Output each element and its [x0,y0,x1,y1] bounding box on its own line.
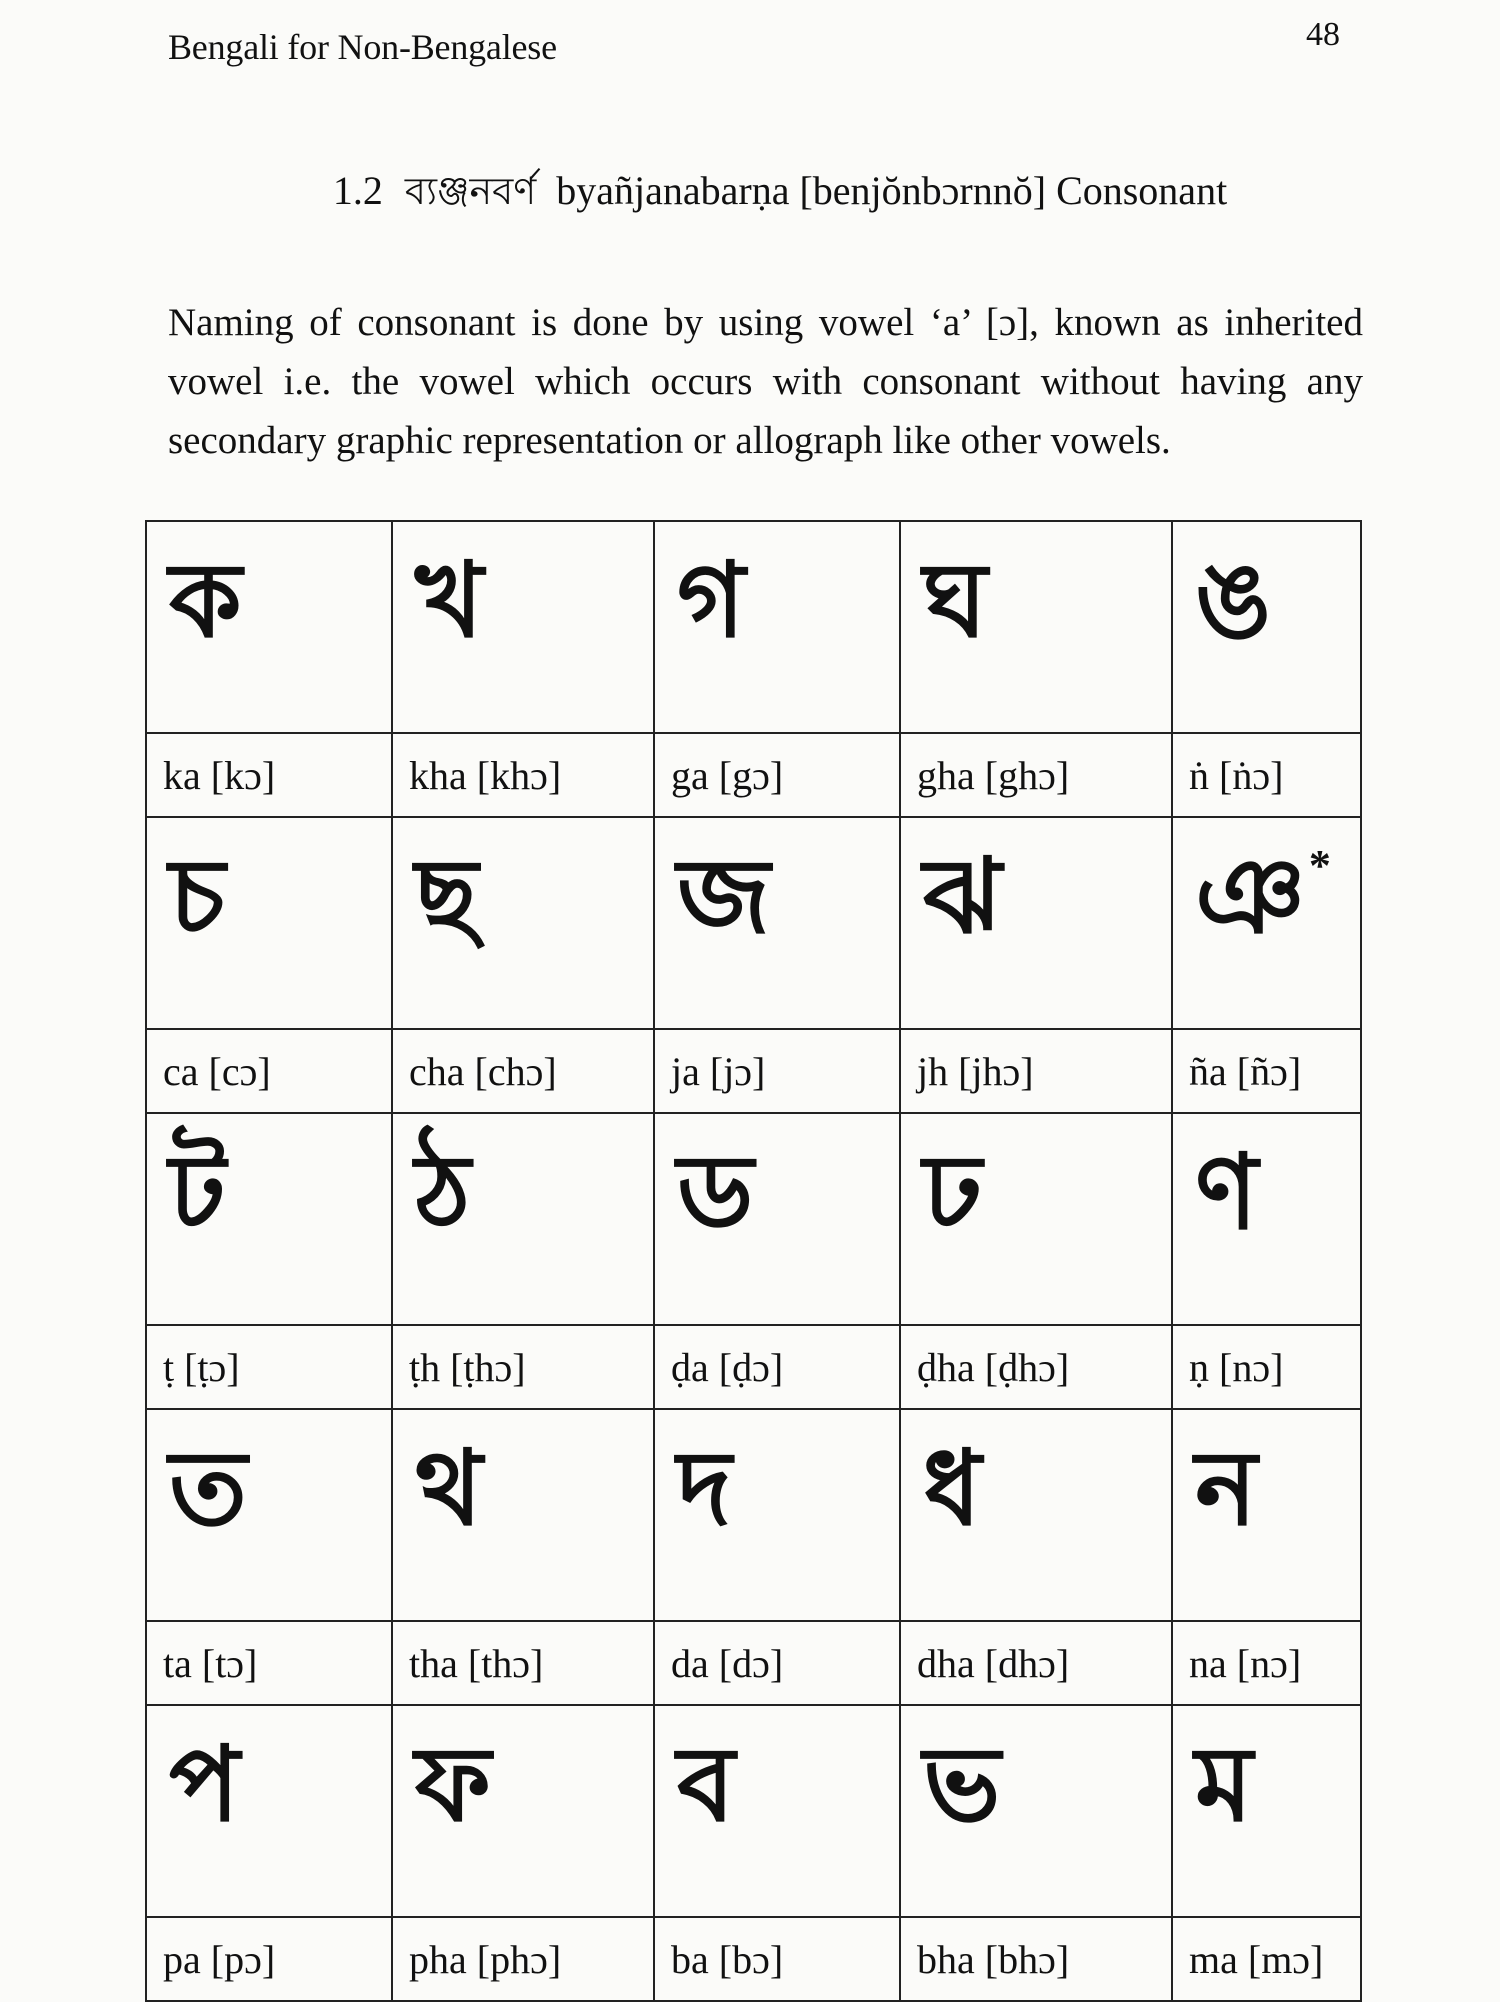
consonant-glyph: ক [169,539,242,661]
letter-cell [1172,521,1361,733]
label-row [146,1917,1361,2001]
label-row [146,733,1361,817]
transliteration-label: pha [phɔ] [392,1917,654,2001]
transliteration-label: tha [thɔ] [392,1621,654,1705]
consonant-glyph-text: ঞ [1195,835,1305,957]
letter-cell [1172,1409,1361,1621]
letter-cell [392,1113,654,1325]
transliteration-label: ja [jɔ] [654,1029,900,1113]
section-bengali-term: ব্যঞ্জনবর্ণ [404,169,537,213]
letter-cell [392,817,654,1029]
consonant-glyph [1173,818,1360,957]
intro-paragraph: Naming of consonant is done by using vowel ‘a’ [ɔ], known as inherited vowel i.e. the vowel which occurs with consonant without having any secondary graphic representation or allograph like other vowels. [168,301,1363,462]
transliteration-label: cha [chɔ] [392,1029,654,1113]
letter-cell [654,1113,900,1325]
consonant-table [145,520,1362,2002]
consonant-glyph: প [169,1723,240,1845]
consonant-glyph: ণ [1195,1131,1258,1253]
label-row [146,1325,1361,1409]
consonant-glyph: থ [415,1427,483,1549]
letter-cell [392,521,654,733]
transliteration-label: na [nɔ] [1172,1621,1361,1705]
consonant-glyph: ফ [415,1723,492,1845]
transliteration-label: ca [cɔ] [146,1029,392,1113]
letter-cell [392,1409,654,1621]
transliteration-label: kha [khɔ] [392,733,654,817]
footnote-asterisk: * [1308,841,1331,890]
letter-cell [1172,817,1361,1029]
transliteration-label: ṭ [ṭɔ] [146,1325,392,1409]
label-row [146,1029,1361,1113]
letter-cell [392,1705,654,1917]
letter-cell [900,1705,1172,1917]
transliteration-label: da [dɔ] [654,1621,900,1705]
transliteration-label: ṇ [nɔ] [1172,1325,1361,1409]
consonant-glyph: ঠ [415,1131,471,1253]
transliteration-label: dha [dhɔ] [900,1621,1172,1705]
consonant-glyph: ঝ [923,835,1002,957]
transliteration-label: ṭh [ṭhɔ] [392,1325,654,1409]
transliteration-label: ba [bɔ] [654,1917,900,2001]
transliteration-label: ña [ñɔ] [1172,1029,1361,1113]
transliteration-label: ka [kɔ] [146,733,392,817]
section-heading [0,162,1500,226]
transliteration-label: jh [jhɔ] [900,1029,1172,1113]
letter-cell [654,1409,900,1621]
letter-cell [654,521,900,733]
consonant-glyph: ট [169,1131,226,1253]
transliteration-label: gha [ghɔ] [900,733,1172,817]
label-row [146,1621,1361,1705]
consonant-glyph: ঙ [1195,539,1272,661]
consonant-glyph: ড [677,1131,754,1253]
consonant-glyph: ভ [923,1723,1001,1845]
letter-cell [900,1409,1172,1621]
letter-cell [1172,1705,1361,1917]
consonant-glyph: খ [415,539,484,661]
letter-cell [1172,1113,1361,1325]
letter-cell [654,817,900,1029]
letter-cell [146,1409,392,1621]
letter-cell [900,817,1172,1029]
letter-cell [900,521,1172,733]
consonant-glyph: ম [1195,1723,1253,1845]
transliteration-label: ḍha [ḍhɔ] [900,1325,1172,1409]
letter-row [146,1705,1361,1917]
transliteration-label: bha [bhɔ] [900,1917,1172,2001]
consonant-glyph: ন [1195,1427,1258,1549]
transliteration-label: ta [tɔ] [146,1621,392,1705]
consonant-glyph: গ [677,539,746,661]
letter-row [146,817,1361,1029]
transliteration-label: ṅ [ṅɔ] [1172,733,1361,817]
consonant-glyph: ঢ [923,1131,982,1253]
consonant-glyph: ত [169,1427,248,1549]
consonant-glyph: ঘ [923,539,988,661]
letter-cell [146,1705,392,1917]
transliteration-label: ma [mɔ] [1172,1917,1361,2001]
page-number: 48 [1306,16,1340,53]
letter-cell [654,1705,900,1917]
letter-row [146,1409,1361,1621]
consonant-glyph: ছ [415,835,479,957]
section-english-term: Consonant [1056,168,1228,213]
letter-cell [146,1113,392,1325]
consonant-glyph: দ [677,1427,732,1549]
consonant-glyph: ব [677,1723,735,1845]
consonant-glyph: ধ [923,1427,982,1549]
consonant-glyph: জ [677,835,771,957]
running-head: Bengali for Non-Bengalese [168,27,557,67]
letter-cell [146,817,392,1029]
letter-cell [146,521,392,733]
letter-cell [900,1113,1172,1325]
letter-row [146,1113,1361,1325]
section-number: 1.2 [332,168,383,213]
transliteration-label: ga [gɔ] [654,733,900,817]
transliteration-label: pa [pɔ] [146,1917,392,2001]
consonant-glyph: চ [169,835,226,957]
letter-row [146,521,1361,733]
transliteration-label: ḍa [ḍɔ] [654,1325,900,1409]
section-transliteration: byañjanabarṇa [benjŏnbɔrnnŏ] [556,168,1047,213]
